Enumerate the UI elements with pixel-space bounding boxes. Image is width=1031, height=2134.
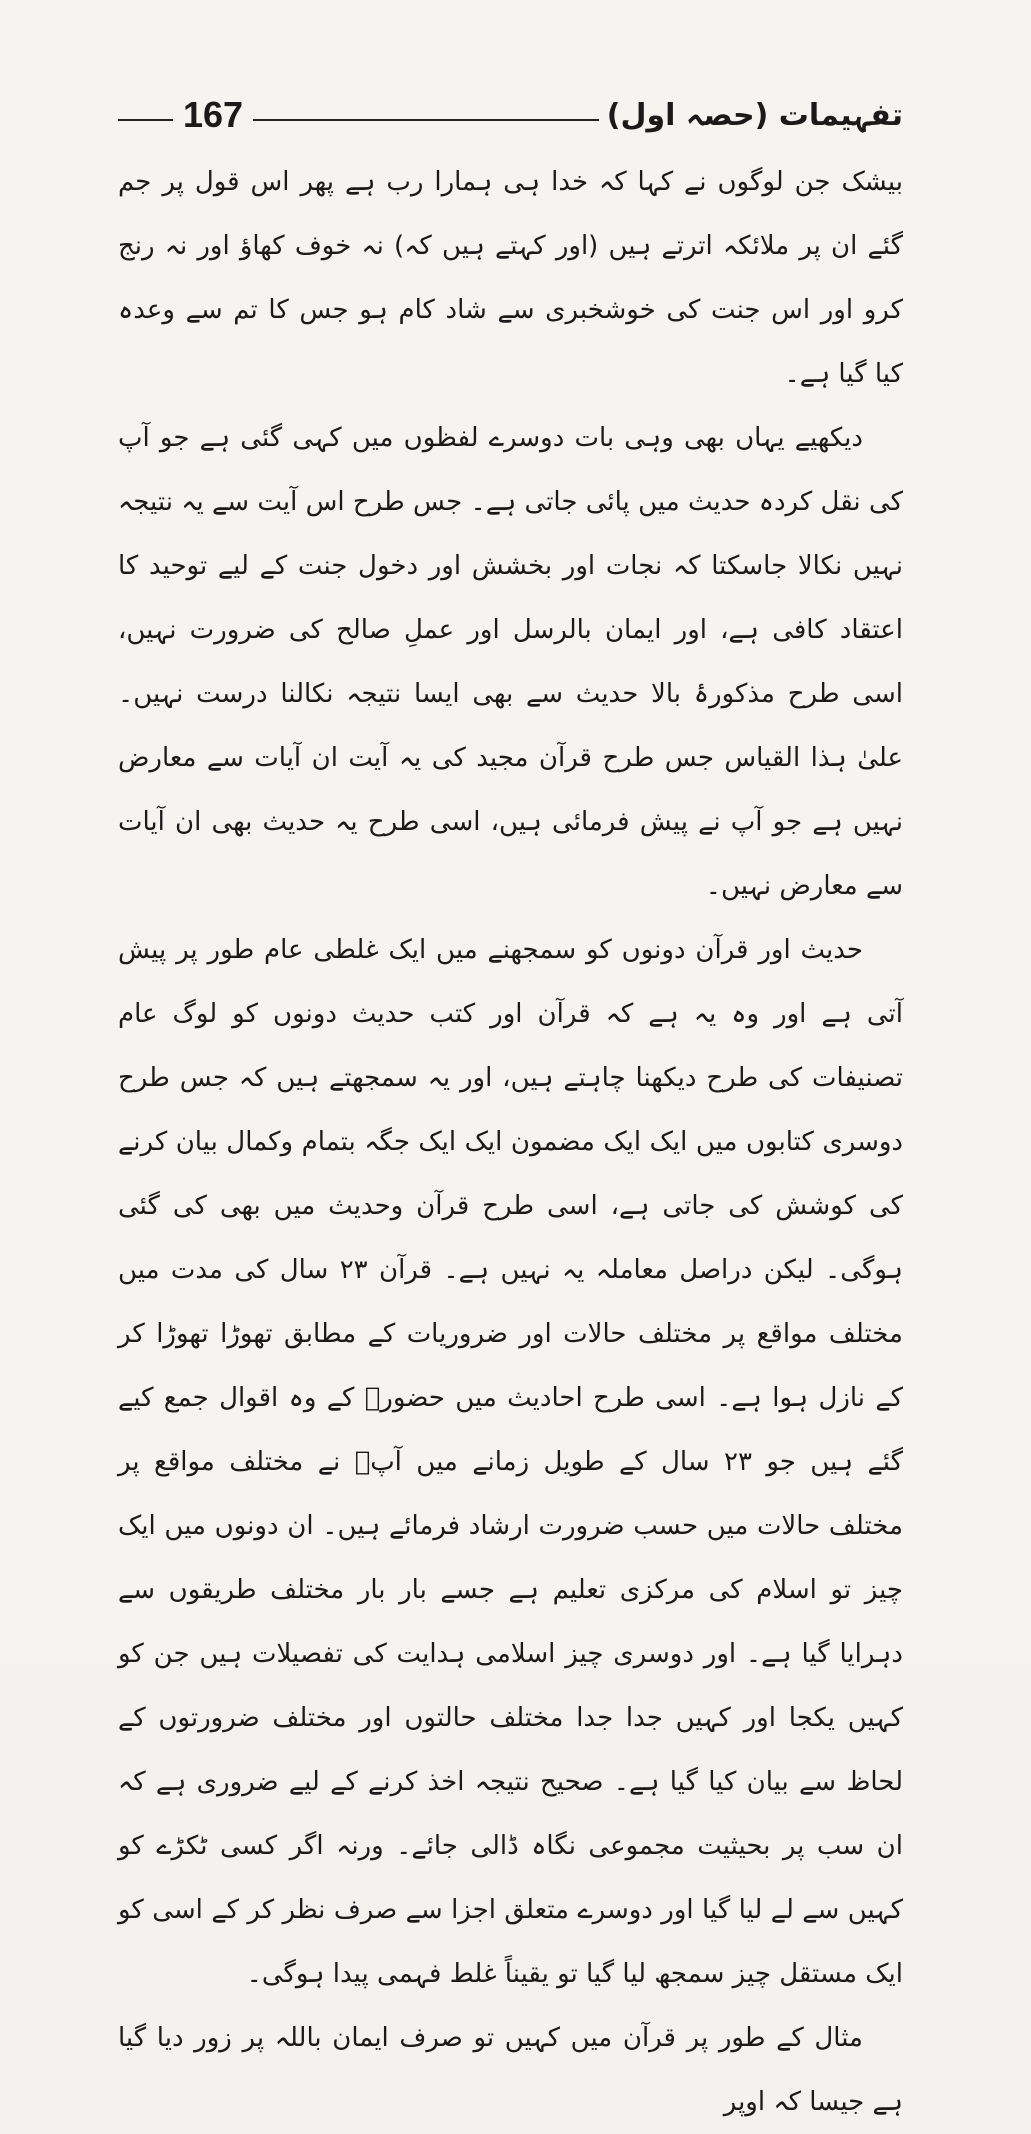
page-header xyxy=(118,90,903,140)
paragraph: مثال کے طور پر قرآن میں کہیں تو صرف ایمان باللہ پر زور دیا گیا ہے جیسا کہ اوپر xyxy=(118,2023,903,2117)
body-text xyxy=(118,150,903,2134)
paragraph: دیکھیے یہاں بھی وہی بات دوسرے لفظوں میں کہی گئی ہے جو آپ کی نقل کردہ حدیث میں پائی جاتی ہے۔ جس طرح اس آیت سے یہ نتیجہ نہیں نکالا جاسکتا کہ نجات اور بخشش اور دخول جنت کے لیے توحید کا اعتقاد کافی ہے، اور ایمان بالرسل اور عملِ صالح کی ضرورت نہیں، اسی طرح مذکورۂ بالا حدیث سے بھی ایسا نتیجہ نکالنا درست نہیں۔ علیٰ ہذا القیاس جس طرح قرآن مجید کی یہ آیت ان آیات سے معارض نہیں ہے جو آپ نے پیش فرمائی ہیں، اسی طرح یہ حدیث بھی ان آیات سے معارض نہیں۔ xyxy=(118,423,903,901)
running-title: تفہیمات (حصہ اول) xyxy=(606,97,903,133)
header-rule xyxy=(253,119,599,121)
page-number: 167 xyxy=(183,94,244,135)
paragraph-quote: بیشک جن لوگوں نے کہا کہ خدا ہی ہمارا رب ہے پھر اس قول پر جم گئے ان پر ملائکہ اترتے ہیں (اور کہتے ہیں کہ) نہ خوف کھاؤ اور نہ رنج کرو اور اس جنت کی خوشخبری سے شاد کام ہو جس کا تم سے وعدہ کیا گیا ہے۔ xyxy=(118,167,903,389)
paragraph: حدیث اور قرآن دونوں کو سمجھنے میں ایک غلطی عام طور پر پیش آتی ہے اور وہ یہ ہے کہ قرآن اور کتب حدیث دونوں کو لوگ عام تصنیفات کی طرح دیکھنا چاہتے ہیں، اور یہ سمجھتے ہیں کہ جس طرح دوسری کتابوں میں ایک ایک مضمون ایک ایک جگہ بتمام وکمال بیان کرنے کی کوشش کی جاتی ہے، اسی طرح قرآن وحدیث میں بھی کی گئی ہوگی۔ لیکن دراصل معاملہ یہ نہیں ہے۔ قرآن ۲۳ سال کی مدت میں مختلف مواقع پر مختلف حالات اور ضروریات کے مطابق تھوڑا تھوڑا کر کے نازل ہوا ہے۔ اسی طرح احادیث میں حضورؐ کے وہ اقوال جمع کیے گئے ہیں جو ۲۳ سال کے طویل زمانے میں آپؐ نے مختلف مواقع پر مختلف حالات میں حسب ضرورت ارشاد فرمائے ہیں۔ ان دونوں میں ایک چیز تو اسلام کی مرکزی تعلیم ہے جسے بار بار مختلف طریقوں سے دہرایا گیا ہے۔ اور دوسری چیز اسلامی ہدایت کی تفصیلات ہیں جن کو کہیں یکجا اور کہیں جدا جدا مختلف حالتوں اور مختلف ضرورتوں کے لحاظ سے بیان کیا گیا ہے۔ صحیح نتیجہ اخذ کرنے کے لیے ضروری ہے کہ ان سب پر بحیثیت مجموعی نگاہ ڈالی جائے۔ ورنہ اگر کسی ٹکڑے کو کہیں سے لے لیا گیا اور دوسرے متعلق اجزا سے صرف نظر کر کے اسی کو ایک مستقل چیز سمجھ لیا گیا تو یقیناً غلط فہمی پیدا ہوگی۔ xyxy=(118,935,903,1989)
header-rule xyxy=(118,119,173,121)
